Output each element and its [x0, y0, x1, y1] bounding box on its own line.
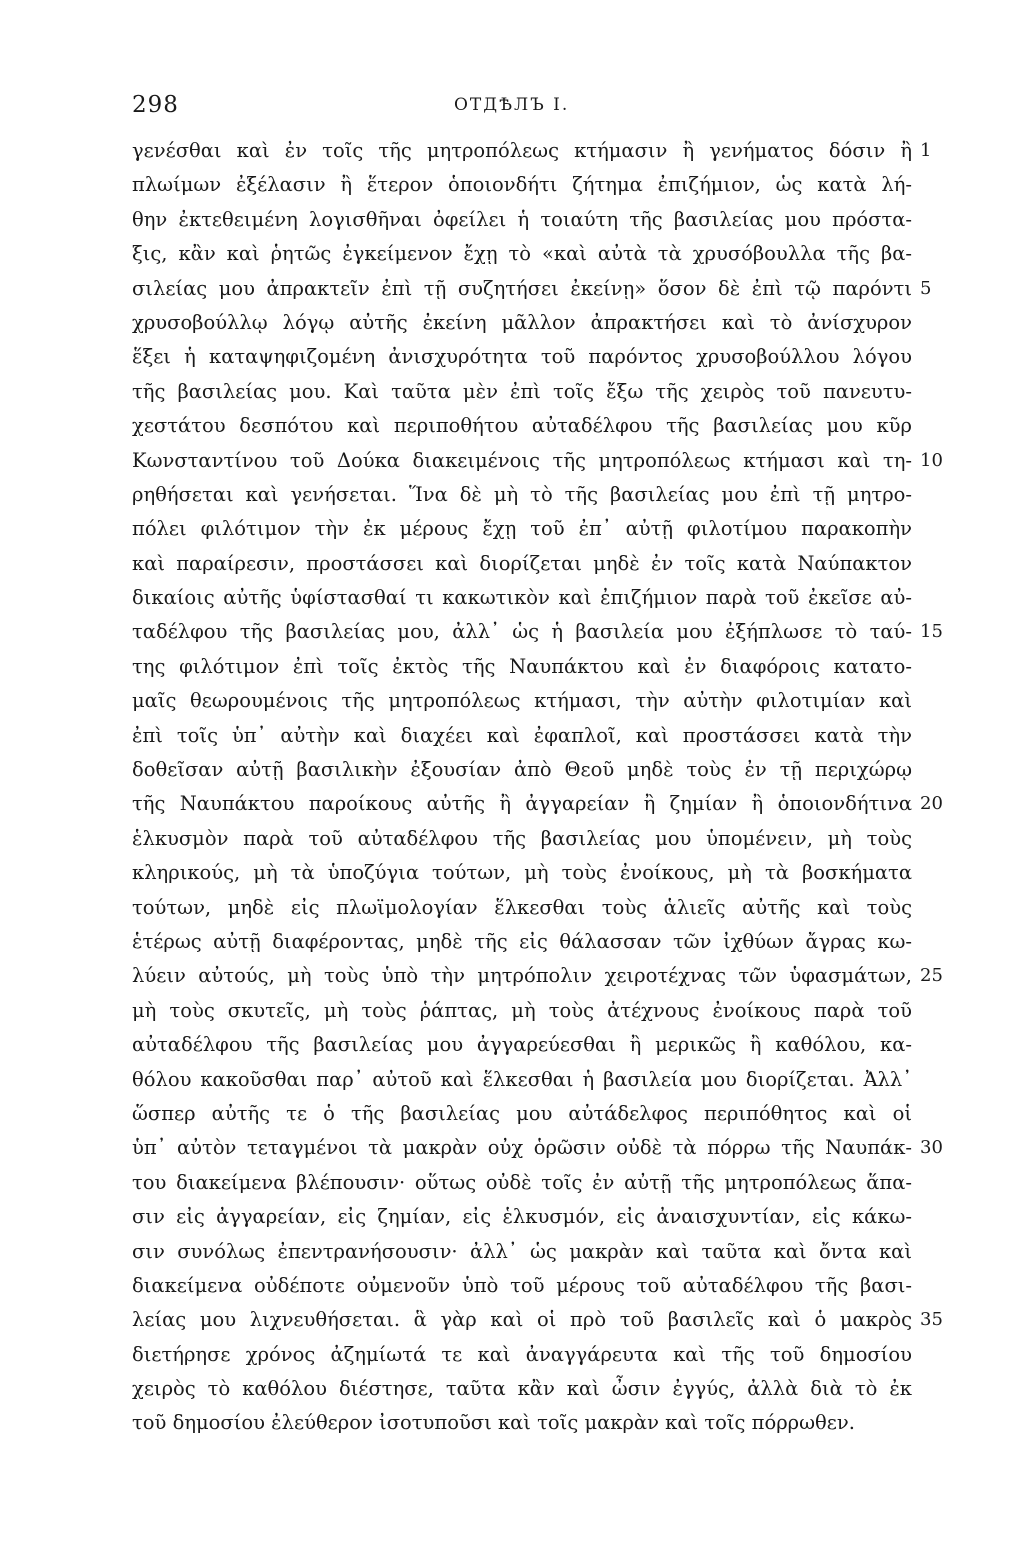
line-text: ἑτέρως αὐτῇ διαφέροντας, μηδὲ τῆς εἰς θάλασσαν τῶν ἰχθύων ἄγρας κω- [132, 929, 912, 953]
line-text: σιν συνόλως ἐπεντρανήσουσιν· ἀλλ᾽ ὡς μακρὰν καὶ ταῦτα καὶ ὄντα καὶ [132, 1239, 912, 1263]
text-line [132, 891, 912, 925]
line-text: αὐταδέλφου τῆς βασιλείας μου ἀγγαρεύεσθαι ἢ μερικῶς ἢ καθόλου, κα- [132, 1033, 912, 1057]
text-line [132, 547, 912, 581]
text-line [132, 375, 912, 409]
text-line [132, 272, 932, 306]
line-text: λείας μου λιχνευθήσεται. ἃ γὰρ καὶ οἱ πρὸ τοῦ βασιλεῖς καὶ ὁ μακρὸς [132, 1308, 912, 1332]
text-line [132, 650, 912, 684]
text-line [132, 409, 912, 443]
running-head: ΟΤДѢЛЪ I. [454, 95, 570, 115]
text-line [132, 237, 912, 271]
line-text: τῆς Ναυπάκτου παροίκους αὐτῆς ἢ ἀγγαρείαν ἢ ζημίαν ἢ ὁποιονδήτινα [132, 792, 912, 816]
text-line [132, 719, 912, 753]
text-line [132, 168, 912, 202]
line-text: ξις, κἂν καὶ ῥητῶς ἐγκείμενον ἔχῃ τὸ «καὶ αὐτὰ τὰ χρυσόβουλλα τῆς βα- [132, 242, 912, 266]
line-number: 25 [920, 965, 943, 987]
line-number: 30 [920, 1137, 943, 1159]
line-text: ταδέλφου τῆς βασιλείας μου, ἀλλ᾽ ὡς ἡ βασιλεία μου ἐξήπλωσε τὸ ταύ- [132, 620, 912, 644]
line-number: 5 [920, 277, 932, 299]
line-text: ἕξει ἡ καταψηφιζομένη ἀνισχυρότητα τοῦ παρόντος χρυσοβούλλου λόγου [132, 345, 912, 369]
line-text: Κωνσταντίνου τοῦ Δούκα διακειμένοις τῆς μητροπόλεως κτήμασι καὶ τη- [132, 448, 912, 472]
line-text: γενέσθαι καὶ ἐν τοῖς τῆς μητροπόλεως κτήμασιν ἢ γενήματος δόσιν ἢ [132, 139, 912, 162]
page-header [132, 92, 822, 122]
line-text: τῆς βασιλείας μου. Καὶ ταῦτα μὲν ἐπὶ τοῖς ἔξω τῆς χειρὸς τοῦ πανευτυ- [132, 379, 912, 403]
line-text: σιν εἰς ἀγγαρείαν, εἰς ζημίαν, εἰς ἑλκυσμόν, εἰς ἀναισχυντίαν, εἰς κάκω- [132, 1205, 912, 1229]
text-line [132, 1097, 912, 1131]
text-line [132, 787, 943, 821]
line-text: ἐπὶ τοῖς ὑπ᾽ αὐτὴν καὶ διαχέει καὶ ἐφαπλοῖ, καὶ προστάσσει κατὰ τὴν [132, 723, 912, 747]
text-line [132, 444, 943, 478]
line-text: θην ἐκτεθειμένη λογισθῆναι ὀφείλει ἡ τοιαύτη τῆς βασιλείας μου πρόστα- [132, 207, 912, 231]
line-number: 10 [920, 449, 943, 471]
line-text: δοθεῖσαν αὐτῇ βασιλικὴν ἐξουσίαν ἀπὸ Θεοῦ μηδὲ τοὺς ἐν τῇ περιχώρῳ [132, 758, 912, 782]
line-text: τοῦ δημοσίου ἐλεύθερον ἰσοτυποῦσι καὶ τοῖς μακρὰν καὶ τοῖς πόρρωθεν. [132, 1411, 855, 1435]
line-text: καὶ παραίρεσιν, προστάσσει καὶ διορίζεται μηδὲ ἐν τοῖς κατὰ Ναύπακτον [132, 551, 912, 575]
text-line [132, 1063, 912, 1097]
text-line [132, 1166, 912, 1200]
line-text: χειρὸς τὸ καθόλου διέστησε, ταῦτα κἂν καὶ ὦσιν ἐγγύς, ἀλλὰ διὰ τὸ ἐκ [132, 1377, 912, 1401]
line-text: κληρικούς, μὴ τὰ ὑποζύγια τούτων, μὴ τοὺς ἐνοίκους, μὴ τὰ βοσκήματα [132, 861, 912, 885]
line-text: ρηθήσεται καὶ γενήσεται. Ἵνα δὲ μὴ τὸ τῆς βασιλείας μου ἐπὶ τῇ μητρο- [132, 482, 912, 506]
text-line [132, 684, 912, 718]
line-text: ὥσπερ αὐτῆς τε ὁ τῆς βασιλείας μου αὐτάδελφος περιπόθητος καὶ οἱ [132, 1101, 912, 1125]
text-line [132, 753, 912, 787]
text-line [132, 994, 912, 1028]
text-line [132, 1372, 912, 1406]
line-text: μὴ τοὺς σκυτεῖς, μὴ τοὺς ῥάπτας, μὴ τοὺς ἀτέχνους ἐνοίκους παρὰ τοῦ [132, 998, 912, 1022]
line-text: μαῖς θεωρουμένοις τῆς μητροπόλεως κτήμασι, τὴν αὐτὴν φιλοτιμίαν καὶ [132, 689, 912, 713]
text-line [132, 856, 912, 890]
line-text: του διακείμενα βλέπουσιν· οὕτως οὐδὲ τοῖς ἐν αὐτῇ τῆς μητροπόλεως ἅπα- [132, 1170, 912, 1194]
text-line [132, 340, 912, 374]
body-text [132, 134, 943, 1441]
line-text: της φιλότιμον ἐπὶ τοῖς ἐκτὸς τῆς Ναυπάκτου καὶ ἐν διαφόροις κατατο- [132, 654, 912, 678]
line-text: διακείμενα οὐδέποτε οὐμενοῦν ὑπὸ τοῦ μέρους τοῦ αὐταδέλφου τῆς βασι- [132, 1273, 912, 1297]
text-line [132, 1028, 912, 1062]
line-text: πλωίμων ἐξέλασιν ἢ ἕτερον ὁποιονδήτι ζήτημα ἐπιζήμιον, ὡς κατὰ λή- [132, 173, 912, 197]
text-line [132, 478, 912, 512]
line-number: 35 [920, 1309, 943, 1331]
line-text: δικαίοις αὐτῆς ὑφίστασθαί τι κακωτικὸν καὶ ἐπιζήμιον παρὰ τοῦ ἐκεῖσε αὐ- [132, 586, 912, 610]
line-text: ὑπ᾽ αὐτὸν τεταγμένοι τὰ μακρὰν οὐχ ὁρῶσιν οὐδὲ τὰ πόρρω τῆς Ναυπάκ- [132, 1136, 912, 1160]
line-number: 20 [920, 793, 943, 815]
text-line [132, 512, 912, 546]
line-text: τούτων, μηδὲ εἰς πλωϊμολογίαν ἕλκεσθαι τοὺς ἁλιεῖς αὐτῆς καὶ τοὺς [132, 895, 912, 919]
line-text: σιλείας μου ἀπρακτεῖν ἐπὶ τῇ συζητήσει ἐκείνῃ» ὅσον δὲ ἐπὶ τῷ παρόντι [132, 276, 912, 300]
text-line [132, 959, 943, 993]
line-text: λύειν αὐτούς, μὴ τοὺς ὑπὸ τὴν μητρόπολιν χειροτέχνας τῶν ὑφασμάτων, [132, 964, 912, 988]
text-line [132, 581, 912, 615]
text-line [132, 925, 912, 959]
line-text: θόλου κακοῦσθαι παρ᾽ αὐτοῦ καὶ ἕλκεσθαι ἡ βασιλεία μου διορίζεται. Ἀλλ᾽ [132, 1067, 912, 1091]
text-line [132, 1338, 912, 1372]
text-line [132, 615, 943, 649]
text-line [132, 1406, 902, 1440]
text-line [132, 1269, 912, 1303]
text-line [132, 134, 932, 168]
line-number: 15 [920, 621, 943, 643]
text-line [132, 1303, 943, 1337]
text-line [132, 1235, 912, 1269]
line-text: χεστάτου δεσπότου καὶ περιποθήτου αὐταδέλφου τῆς βασιλείας μου κῦρ [132, 414, 912, 438]
line-text: διετήρησε χρόνος ἀζημίωτά τε καὶ ἀναγγάρευτα καὶ τῆς τοῦ δημοσίου [132, 1342, 912, 1366]
line-text: πόλει φιλότιμον τὴν ἐκ μέρους ἔχῃ τοῦ ἐπ᾽ αὐτῇ φιλοτίμου παρακοπὴν [132, 517, 912, 541]
text-line [132, 203, 912, 237]
line-number: 1 [920, 140, 932, 161]
text-line [132, 1131, 943, 1165]
text-line [132, 306, 912, 340]
page-number: 298 [132, 92, 179, 118]
text-line [132, 1200, 912, 1234]
line-text: ἑλκυσμὸν παρὰ τοῦ αὐταδέλφου τῆς βασιλείας μου ὑπομένειν, μὴ τοὺς [132, 826, 912, 850]
text-line [132, 822, 912, 856]
line-text: χρυσοβούλλῳ λόγῳ αὐτῆς ἐκείνη μᾶλλον ἀπρακτήσει καὶ τὸ ἀνίσχυρον [132, 310, 912, 334]
